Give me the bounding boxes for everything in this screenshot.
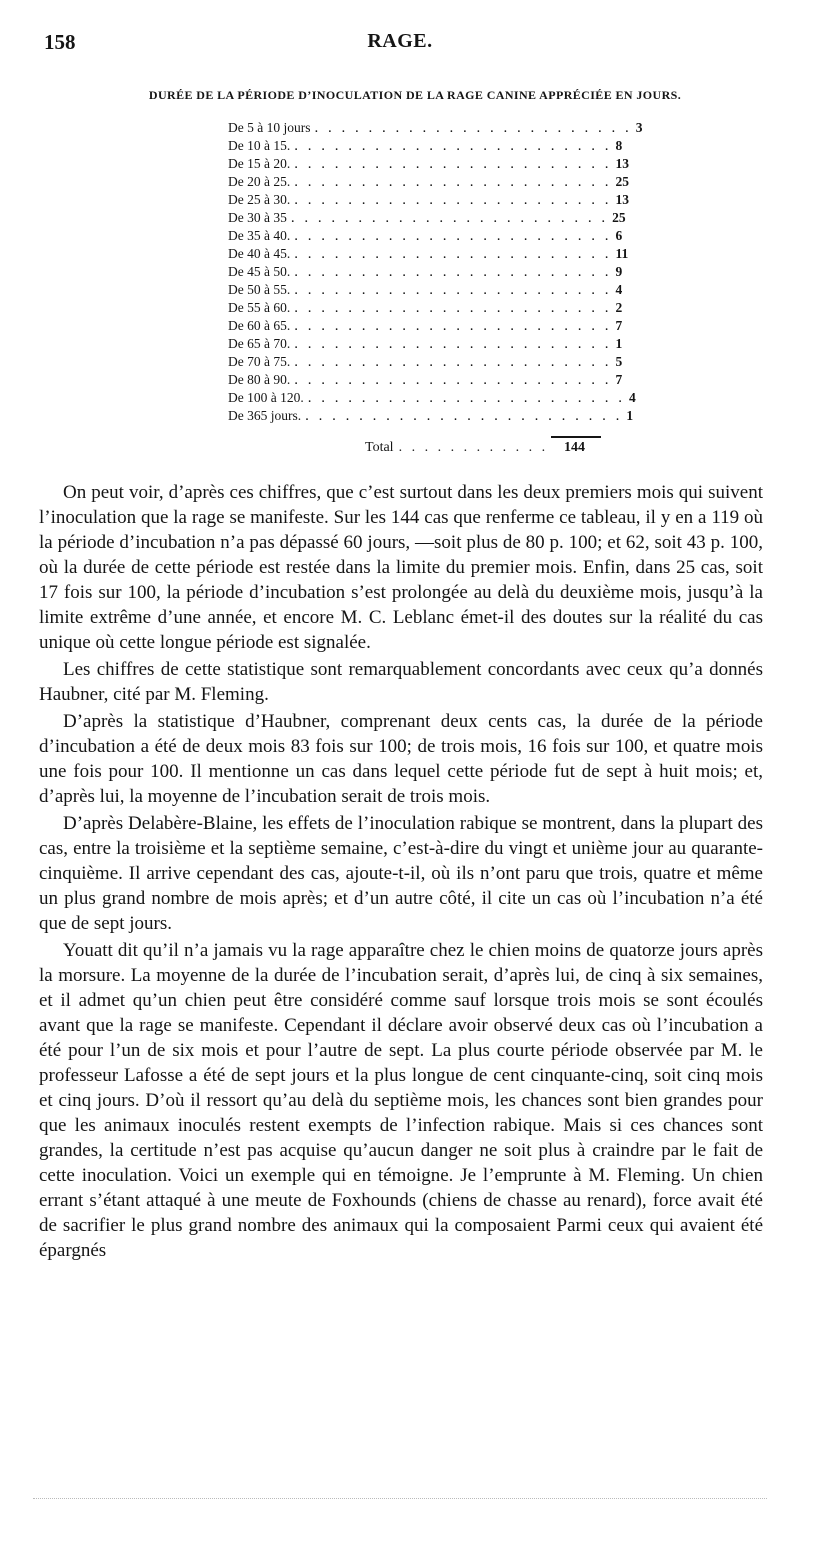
range-label: De 15 à 20. — [228, 156, 291, 171]
range-label: De 50 à 55. — [228, 282, 291, 297]
range-label: De 30 à 35 — [228, 210, 287, 225]
leader-dots: . . . . . . . . . . . . . . . . . . . . . . . . — [294, 228, 612, 244]
leader-dots: . . . . . . . . . . . . . . . . . . . . . . . . — [294, 372, 612, 388]
leader-dots: . . . . . . . . . . . . . . . . . . . . . . . . — [294, 336, 612, 352]
total-rule — [551, 436, 601, 438]
table-row — [228, 119, 643, 137]
range-label: De 60 à 65. — [228, 318, 291, 333]
case-count: 25 — [612, 210, 626, 225]
leader-dots: . . . . . . . . . . . . . . . . . . . . . . . . — [294, 354, 612, 370]
range-label: De 100 à 120. — [228, 390, 304, 405]
body-text — [39, 480, 763, 1263]
leader-dots: . . . . . . . . . . . . . . . . . . . . . . . . — [294, 174, 612, 190]
total-row — [365, 440, 585, 460]
case-count: 9 — [615, 264, 623, 279]
paragraph: D’après Delabère-Blaine, les effets de l’inoculation rabique se montrent, dans la plupart des cas, entre la troisième et la septième semaine, c’est-à-dire du vingt et unième jour au quarante-cinquième. Il arrive cependant des cas, ajoute-t-il, où ils n’ont paru que trois, quatre et même un plus grand nombre de mois après; et d’un autre côté, il cite un cas où l’incubation n’a été que de sept jours. — [39, 813, 763, 934]
table-row — [228, 155, 629, 173]
leader-dots: . . . . . . . . . . . . . . . . . . . . . . . . — [307, 390, 625, 406]
scan-bottom-noise — [33, 1498, 767, 1499]
table-row — [228, 335, 623, 353]
case-count: 6 — [615, 228, 623, 243]
range-label: De 45 à 50. — [228, 264, 291, 279]
incubation-table — [228, 119, 643, 425]
total-value: 144 — [564, 440, 585, 455]
leader-dots: . . . . . . . . . . . . . . . . . . . . . . . . — [294, 138, 612, 154]
case-count: 13 — [615, 156, 629, 171]
case-count: 2 — [615, 300, 623, 315]
leader-dots: . . . . . . . . . . . . . . . . . . . . . . . . — [314, 120, 632, 136]
total-leader-dots: . . . . . . . . . . . . — [398, 440, 549, 455]
range-label: De 20 à 25. — [228, 174, 291, 189]
leader-dots: . . . . . . . . . . . . . . . . . . . . . . . . — [294, 282, 612, 298]
leader-dots: . . . . . . . . . . . . . . . . . . . . . . . . — [305, 408, 623, 424]
table-row — [228, 263, 623, 281]
case-count: 25 — [615, 174, 629, 189]
range-label: De 65 à 70. — [228, 336, 291, 351]
range-label: De 10 à 15. — [228, 138, 291, 153]
range-label: De 25 à 30. — [228, 192, 291, 207]
table-row — [228, 281, 623, 299]
case-count: 13 — [615, 192, 629, 207]
table-row — [228, 245, 629, 263]
case-count: 1 — [626, 408, 634, 423]
leader-dots: . . . . . . . . . . . . . . . . . . . . . . . . — [294, 246, 612, 262]
paragraph: Les chiffres de cette statistique sont remarquablement concordants avec ceux qu’a donnés Haubner, cité par M. Fleming. — [39, 659, 763, 705]
table-title: DURÉE DE LA PÉRIODE D’INOCULATION DE LA RAGE CANINE APPRÉCIÉE EN JOURS. — [148, 88, 682, 102]
case-count: 8 — [615, 138, 623, 153]
case-count: 3 — [635, 120, 643, 135]
range-label: De 80 à 90. — [228, 372, 291, 387]
table-row — [228, 317, 623, 335]
range-label: De 365 jours. — [228, 408, 302, 423]
paragraph: Youatt dit qu’il n’a jamais vu la rage apparaître chez le chien moins de quatorze jours après la morsure. La moyenne de la durée de l’incubation serait, d’après lui, de cinq à six semaines, et il admet qu’un chien peut être considéré comme sauf lorsque trois mois se sont écoulés avant que la rage se manifeste. Cependant il déclare avoir observé deux cas où l’incubation a été pour l’un de six mois et pour l’autre de sept. La plus courte période observée par M. le professeur Lafosse a été de sept jours et la plus longue de cent cinquante-cinq, soit cinq mois et cinq jours. D’où il ressort qu’au delà du septième mois, les chances sont bien grandes pour que les animaux inoculés restent exempts de l’infection rabique. Mais si ces chances sont grandes, la certitude n’est pas acquise qu’aucun danger ne soit plus à craindre par le fait de cette inoculation. Voici un exemple qui en témoigne. Je l’emprunte à M. Fleming. Un chien errant s’étant attaqué à une meute de Foxhounds (chiens de chasse au renard), force avait été de sacrifier le plus grand nombre des animaux qui la composaient Parmi ceux qui avaient été épargnés — [39, 940, 763, 1261]
leader-dots: . . . . . . . . . . . . . . . . . . . . . . . . — [290, 210, 609, 226]
table-row — [228, 191, 629, 209]
table-row — [228, 227, 623, 245]
case-count: 4 — [615, 282, 623, 297]
leader-dots: . . . . . . . . . . . . . . . . . . . . . . . . — [294, 318, 612, 334]
table-row — [228, 353, 623, 371]
table-row — [228, 371, 623, 389]
table-row — [228, 173, 629, 191]
running-head: RAGE. — [367, 30, 433, 52]
range-label: De 55 à 60. — [228, 300, 291, 315]
range-label: De 70 à 75. — [228, 354, 291, 369]
paragraph: D’après la statistique d’Haubner, comprenant deux cents cas, la durée de la période d’incubation a été de deux mois 83 fois sur 100; de trois mois, 16 fois sur 100, et quatre mois une fois pour 100. Il mentionne un cas dans lequel cette période fut de sept à huit mois; et, d’après lui, la moyenne de l’incubation serait de trois mois. — [39, 711, 763, 807]
range-label: De 35 à 40. — [228, 228, 291, 243]
case-count: 11 — [615, 246, 629, 261]
leader-dots: . . . . . . . . . . . . . . . . . . . . . . . . — [294, 156, 612, 172]
table-row — [228, 299, 623, 317]
range-label: De 40 à 45. — [228, 246, 291, 261]
case-count: 4 — [628, 390, 636, 405]
leader-dots: . . . . . . . . . . . . . . . . . . . . . . . . — [294, 192, 612, 208]
leader-dots: . . . . . . . . . . . . . . . . . . . . . . . . — [294, 264, 612, 280]
table-row — [228, 209, 626, 227]
table-row — [228, 389, 636, 407]
total-label: Total — [365, 440, 394, 455]
case-count: 7 — [615, 318, 623, 333]
case-count: 1 — [615, 336, 623, 351]
page-number: 158 — [44, 30, 76, 54]
paragraph: On peut voir, d’après ces chiffres, que c’est surtout dans les deux premiers mois qui suivent l’inoculation que la rage se manifeste. Sur les 144 cas que renferme ce tableau, il y en a 119 où la période d’incubation n’a pas dépassé 60 jours, —soit plus de 80 p. 100; et 62, soit 43 p. 100, où la durée de cette période est restée dans la limite du premier mois. Enfin, dans 25 cas, soit 17 fois sur 100, la période d’incubation s’est prolongée au delà du deuxième mois, jusqu’à la limite extrême d’une année, et encore M. C. Leblanc émet-il des doutes sur la réalité du cas unique où cette longue période est signalée. — [39, 482, 763, 653]
leader-dots: . . . . . . . . . . . . . . . . . . . . . . . . — [294, 300, 612, 316]
case-count: 7 — [615, 372, 623, 387]
case-count: 5 — [615, 354, 623, 369]
table-row — [228, 137, 623, 155]
table-row — [228, 407, 634, 425]
range-label: De 5 à 10 jours — [228, 120, 311, 135]
